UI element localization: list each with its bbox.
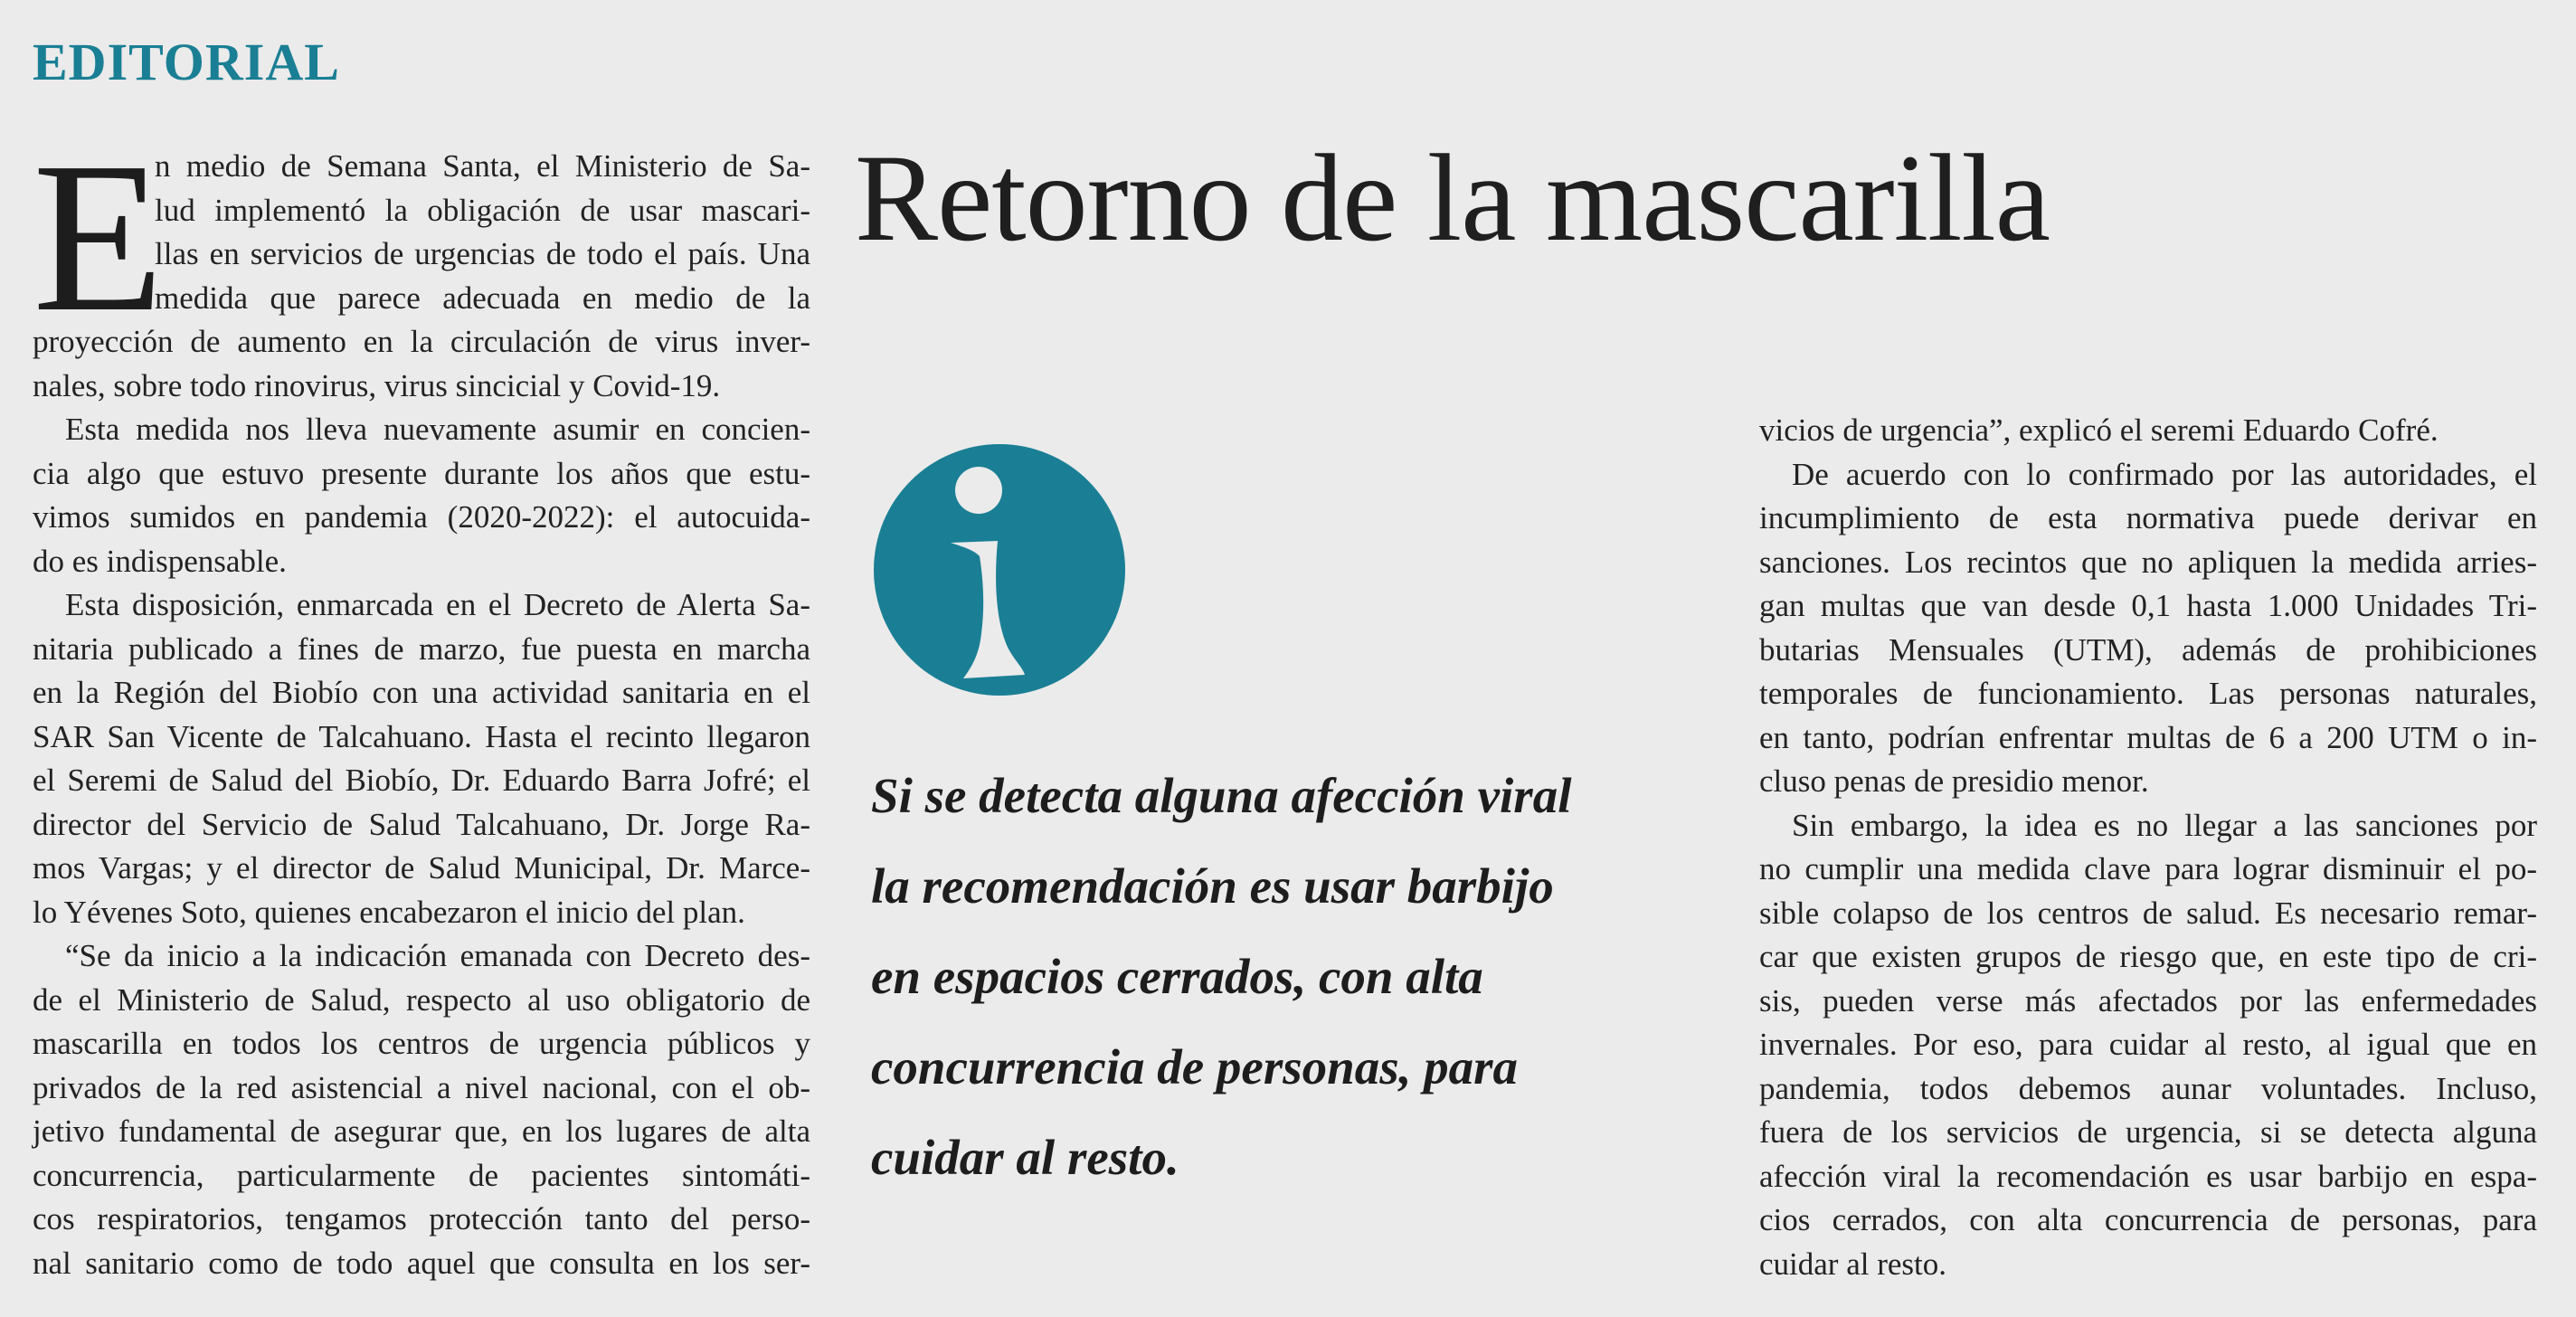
text-line: cios cerrados, con alta concurrencia de personas, para <box>1759 1202 2537 1237</box>
text-line: fuera de los servicios de urgencia, si se detecta alguna <box>1759 1114 2537 1150</box>
text-line: en la Región del Biobío con una actividad sanitaria en el <box>33 675 810 710</box>
pull-quote-line: la recomendación es usar barbijo <box>871 858 1554 914</box>
text-line: concurrencia, particularmente de pacientes sintomáti- <box>33 1157 810 1193</box>
text-line: llas en servicios de urgencias de todo el país. Una <box>155 236 810 271</box>
text-line: sible colapso de los centros de salud. Es necesario remar- <box>1759 895 2537 931</box>
text-line: nal sanitario como de todo aquel que consulta en los ser- <box>33 1245 810 1281</box>
text-line: butarias Mensuales (UTM), además de prohibiciones <box>1759 631 2537 668</box>
text-line: Esta medida nos lleva nuevamente asumir en concien- <box>65 412 810 447</box>
text-line: lo Yévenes Soto, quienes encabezaron el inicio del plan. <box>33 894 745 930</box>
text-line: medida que parece adecuada en medio de la <box>155 280 810 316</box>
text-line: jetivo fundamental de asegurar que, en los lugares de alta <box>33 1113 810 1149</box>
left-column <box>33 118 810 1285</box>
pull-quote-line: cuidar al resto. <box>871 1130 1179 1185</box>
text-line: Esta disposición, enmarcada en el Decreto de Alerta Sa- <box>65 587 810 622</box>
text-line: privados de la red asistencial a nivel nacional, con el ob- <box>33 1069 810 1105</box>
text-line: vicios de urgencia”, explicó el seremi Eduardo Cofré. <box>1759 412 2439 448</box>
text-line: mos Vargas; y el director de Salud Municipal, Dr. Marce- <box>33 850 810 886</box>
pull-quote-line: concurrencia de personas, para <box>871 1039 1519 1094</box>
text-line: n medio de Semana Santa, el Ministerio de Sa- <box>155 148 810 184</box>
text-line: el Seremi de Salud del Biobío, Dr. Eduardo Barra Jofré; el <box>33 763 810 798</box>
text-line: director del Servicio de Salud Talcahuano, Dr. Jorge Ra- <box>33 806 810 842</box>
text-line: De acuerdo con lo confirmado por las autoridades, el <box>1792 456 2537 492</box>
drop-cap: E <box>33 118 165 356</box>
text-line: en tanto, podrían enfrentar multas de 6 a 200 UTM o in- <box>1759 719 2537 755</box>
pull-quote-line: Si se detecta alguna afección viral <box>871 768 1572 823</box>
text-line: mascarilla en todos los centros de urgencia públicos y <box>33 1026 810 1061</box>
text-line: invernales. Por eso, para cuidar al resto, al igual que en <box>1759 1027 2537 1062</box>
right-column <box>1759 409 2537 1286</box>
text-line: gan multas que van desde 0,1 hasta 1.000 Unidades Tri- <box>1759 588 2537 623</box>
text-line: Sin embargo, la idea es no llegar a las sanciones por <box>1792 807 2537 843</box>
text-line: proyección de aumento en la circulación de virus inver- <box>33 324 810 359</box>
text-line: de el Ministerio de Salud, respecto al uso obligatorio de <box>33 981 810 1018</box>
text-line: pandemia, todos debemos aunar voluntades. Incluso, <box>1759 1070 2537 1106</box>
info-icon <box>873 443 1126 696</box>
text-line: lud implementó la obligación de usar mascari- <box>155 192 810 228</box>
pull-quote <box>871 751 1703 1203</box>
text-line: nales, sobre todo rinovirus, virus sincicial y Covid-19. <box>33 367 721 403</box>
text-line: do es indispensable. <box>33 543 287 579</box>
text-line: cia algo que estuvo presente durante los años que estu- <box>33 455 810 491</box>
text-line: SAR San Vicente de Talcahuano. Hasta el recinto llegaron <box>33 718 810 754</box>
text-line: vimos sumidos en pandemia (2020-2022): el autocuida- <box>33 499 810 535</box>
text-line: nitaria publicado a fines de marzo, fue puesta en marcha <box>33 630 810 667</box>
text-line: “Se da inicio a la indicación emanada con Decreto des- <box>65 938 810 973</box>
text-line: sanciones. Los recintos que no apliquen la medida arries- <box>1759 544 2537 580</box>
text-line: temporales de funcionamiento. Las personas naturales, <box>1759 676 2537 711</box>
text-line: car que existen grupos de riesgo que, en este tipo de cri- <box>1759 939 2537 974</box>
text-line: cluso penas de presidio menor. <box>1759 763 2149 799</box>
text-line: sis, pueden verse más afectados por las enfermedades <box>1759 982 2537 1019</box>
headline: Retorno de la mascarilla <box>855 128 2050 267</box>
text-line: incumplimiento de esta normativa puede derivar en <box>1759 500 2537 535</box>
section-label: EDITORIAL <box>33 33 340 91</box>
text-line: cuidar al resto. <box>1759 1246 1946 1282</box>
text-line: afección viral la recomendación es usar barbijo en espa- <box>1759 1158 2537 1194</box>
text-line: no cumplir una medida clave para lograr disminuir el po- <box>1759 851 2537 886</box>
pull-quote-line: en espacios cerrados, con alta <box>871 949 1483 1004</box>
text-line: cos respiratorios, tengamos protección tanto del perso- <box>33 1201 810 1236</box>
